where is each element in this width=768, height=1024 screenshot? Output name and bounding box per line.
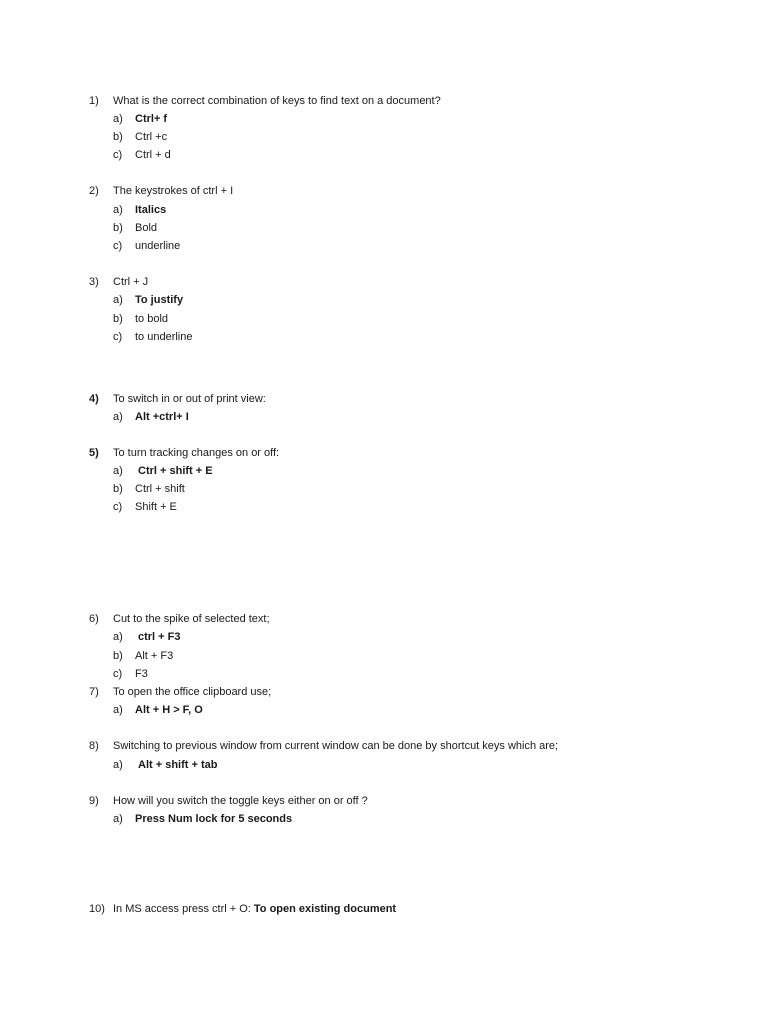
option-letter: a) (113, 813, 123, 825)
question-2-option-b (113, 221, 157, 235)
question-number: 9) (89, 795, 99, 807)
question-5-option-b (113, 482, 185, 496)
option-text: ctrl + F3 (138, 631, 181, 643)
option-text: Shift + E (135, 501, 177, 513)
option-text: F3 (135, 668, 148, 680)
question-text: The keystrokes of ctrl + I (113, 185, 234, 197)
option-text: Alt + F3 (135, 650, 174, 662)
question-3 (89, 275, 148, 289)
question-text: To switch in or out of print view: (113, 393, 266, 405)
question-6-option-c (113, 667, 148, 681)
option-letter: a) (113, 411, 123, 423)
option-letter: c) (113, 240, 123, 252)
option-text: Alt + shift + tab (138, 759, 218, 771)
option-text: to bold (135, 313, 169, 325)
option-text: Ctrl + d (135, 149, 171, 161)
question-number: 5) (89, 447, 99, 459)
option-text: Ctrl+ f (135, 113, 168, 125)
question-text: Cut to the spike of selected text; (113, 613, 270, 625)
question-2-option-c (113, 239, 180, 253)
question-1-option-a (113, 112, 167, 126)
question-9-option-a (113, 812, 292, 826)
question-3-option-c (113, 330, 193, 344)
option-text: Bold (135, 222, 158, 234)
question-1 (89, 94, 441, 108)
option-letter: a) (113, 294, 123, 306)
question-7 (89, 685, 271, 699)
question-number: 7) (89, 686, 99, 698)
question-7-option-a (113, 703, 203, 717)
question-10 (89, 902, 396, 916)
option-letter: b) (113, 483, 123, 495)
question-3-option-b (113, 312, 168, 326)
option-letter: a) (113, 759, 123, 771)
question-5-option-a (113, 464, 213, 478)
question-6 (89, 612, 270, 626)
question-8 (89, 739, 558, 753)
question-6-option-a (113, 630, 181, 644)
question-1-option-b (113, 130, 167, 144)
question-number: 6) (89, 613, 99, 625)
option-letter: a) (113, 704, 123, 716)
question-9 (89, 794, 368, 808)
question-number: 8) (89, 740, 99, 752)
option-letter: a) (113, 204, 123, 216)
question-text: What is the correct combination of keys to find text on a document? (113, 95, 441, 107)
option-text: Ctrl + shift (135, 483, 185, 495)
question-2-option-a (113, 203, 166, 217)
question-8-option-a (113, 758, 217, 772)
option-letter: a) (113, 465, 123, 477)
question-number: 2) (89, 185, 99, 197)
option-text: Ctrl + shift + E (138, 465, 213, 477)
question-number: 4) (89, 393, 99, 405)
question-4-option-a (113, 410, 189, 424)
question-2 (89, 184, 233, 198)
question-number: 10) (89, 903, 105, 915)
question-text: In MS access press ctrl + O: (113, 903, 254, 915)
question-text: How will you switch the toggle keys either on or off ? (113, 795, 368, 807)
question-answer: To open existing document (253, 903, 397, 915)
option-letter: b) (113, 650, 123, 662)
question-text: To turn tracking changes on or off: (113, 447, 280, 459)
option-letter: a) (113, 113, 123, 125)
question-6-option-b (113, 649, 173, 663)
option-letter: b) (113, 131, 123, 143)
option-text: underline (135, 240, 181, 252)
question-4 (89, 392, 266, 406)
option-text: Alt + H > F, O (135, 704, 203, 716)
option-text: Ctrl +c (135, 131, 168, 143)
question-text: To open the office clipboard use; (113, 686, 272, 698)
question-5-option-c (113, 500, 177, 514)
option-letter: c) (113, 501, 123, 513)
option-letter: b) (113, 313, 123, 325)
question-text: Switching to previous window from current window can be done by shortcut keys which are; (113, 740, 559, 752)
option-letter: c) (113, 331, 123, 343)
option-letter: b) (113, 222, 123, 234)
option-letter: c) (113, 149, 123, 161)
question-1-option-c (113, 148, 171, 162)
option-text: Italics (135, 204, 167, 216)
question-text: Ctrl + J (113, 276, 149, 288)
question-number: 3) (89, 276, 99, 288)
question-3-option-a (113, 293, 183, 307)
option-letter: c) (113, 668, 123, 680)
option-text: Alt +ctrl+ I (135, 411, 189, 423)
option-text: to underline (135, 331, 193, 343)
question-number: 1) (89, 95, 99, 107)
option-text: To justify (135, 294, 184, 306)
option-letter: a) (113, 631, 123, 643)
question-5 (89, 446, 279, 460)
option-text: Press Num lock for 5 seconds (135, 813, 293, 825)
